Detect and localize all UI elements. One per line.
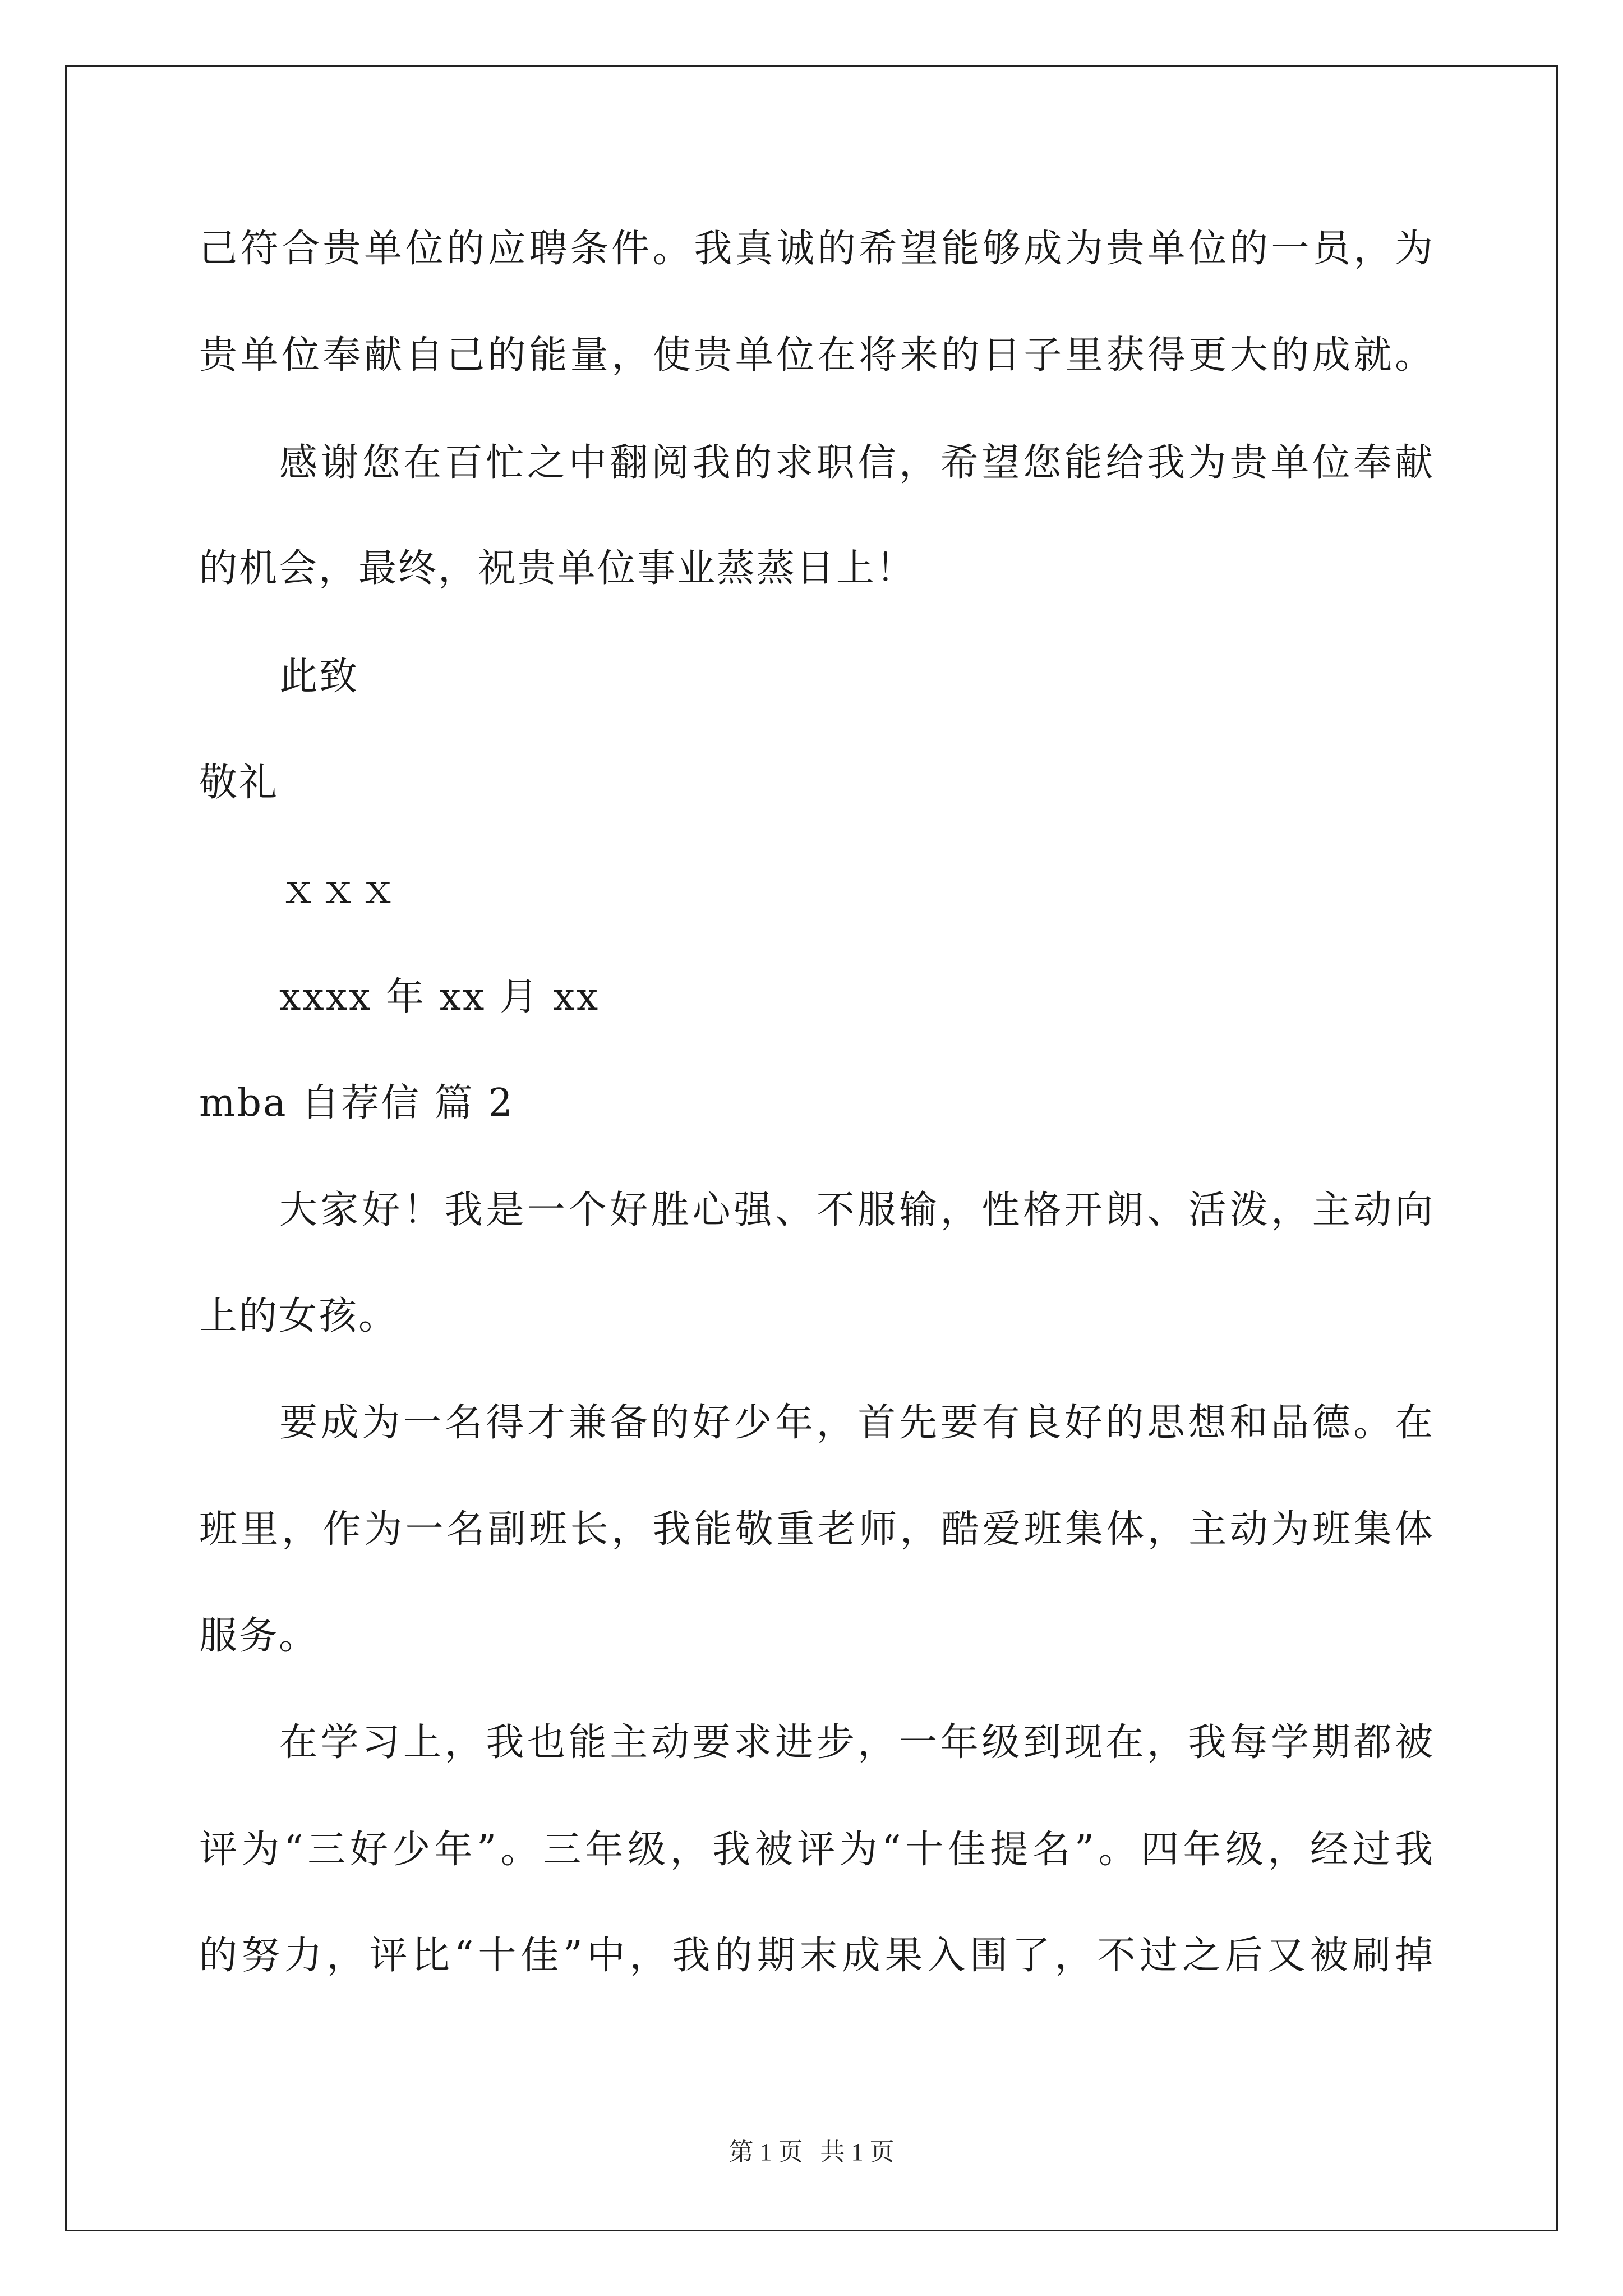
text-line: 上的女孩。	[199, 1294, 399, 1338]
text-line: 的努力，评比“十佳”中，我的期末成果入围了，不过之后又被刷掉	[199, 1934, 1433, 1978]
text-line: 大家好！我是一个好胜心强、不服输，性格开朗、活泼，主动向	[279, 1188, 1433, 1232]
page-total: 共 1 页	[820, 2138, 895, 2166]
closing-respect: 敬礼	[199, 761, 279, 805]
text-line: 班里，作为一名副班长，我能敬重老师，酷爱班集体，主动为班集体	[199, 1507, 1433, 1552]
text-line: 的机会，最终，祝贵单位事业蒸蒸日上！	[199, 546, 916, 591]
closing-salutation: 此致	[279, 655, 359, 699]
page-border	[65, 65, 1558, 2231]
text-line: 评为“三好少年”。三年级，我被评为“十佳提名”。四年级，经过我	[199, 1828, 1433, 1872]
text-line: 己符合贵单位的应聘条件。我真诚的希望能够成为贵单位的一员，为	[199, 227, 1433, 271]
signature-date: xxxx 年 xx 月 xx	[279, 975, 600, 1019]
page-number: 第 1 页	[728, 2138, 803, 2166]
text-line: 贵单位奉献自己的能量，使贵单位在将来的日子里获得更大的成就。	[199, 333, 1433, 378]
text-line: 感谢您在百忙之中翻阅我的求职信，希望您能给我为贵单位奉献	[279, 441, 1433, 485]
text-line: 要成为一名得才兼备的好少年，首先要有良好的思想和品德。在	[279, 1401, 1433, 1445]
signature-name: ｘｘｘ	[279, 868, 399, 912]
text-line: 服务。	[199, 1614, 319, 1658]
section-heading: mba 自荐信 篇 2	[199, 1081, 514, 1125]
page-footer	[0, 2132, 1623, 2168]
text-line: 在学习上，我也能主动要求进步，一年级到现在，我每学期都被	[279, 1720, 1433, 1765]
